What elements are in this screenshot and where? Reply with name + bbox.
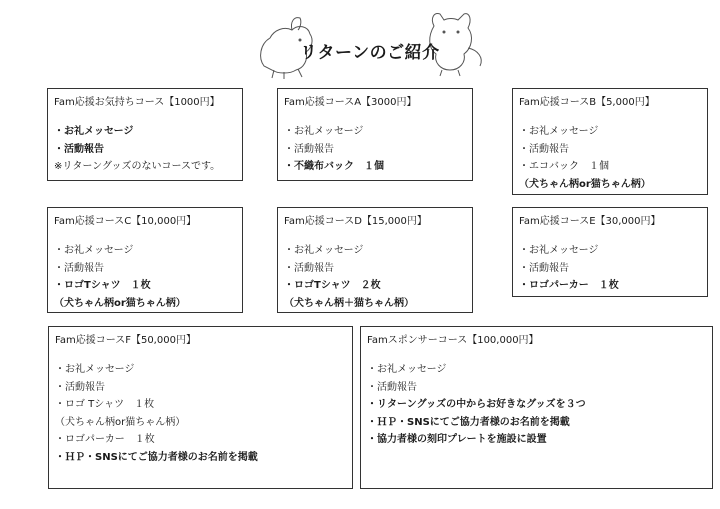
course-item: （犬ちゃん柄or猫ちゃん柄） bbox=[519, 178, 651, 190]
course-box-b bbox=[512, 88, 708, 195]
course-title: Fam応援コースC【10,000円】 bbox=[54, 216, 197, 227]
page-title: リターンのご紹介 bbox=[300, 43, 440, 63]
course-box-e bbox=[512, 207, 708, 297]
course-item: ・ロゴ Tシャツ １枚 bbox=[55, 399, 155, 410]
course-title: Fam応援コースF【50,000円】 bbox=[55, 335, 196, 346]
course-box-otamochi bbox=[47, 88, 243, 181]
course-item: ・不織布バック １個 bbox=[284, 161, 384, 172]
course-title: Fam応援コースD【15,000円】 bbox=[284, 216, 427, 227]
course-title: Fam応援お気持ちコース【1000円】 bbox=[54, 97, 220, 108]
course-item: ・活動報告 bbox=[55, 381, 105, 393]
course-item: ・活動報告 bbox=[284, 143, 334, 155]
course-box-c bbox=[47, 207, 243, 313]
course-item: ・お礼メッセージ bbox=[367, 364, 447, 375]
course-item: ・お礼メッセージ bbox=[519, 245, 599, 256]
course-item: ・ロゴパーカー １枚 bbox=[55, 434, 155, 445]
course-title: Fam応援コースB【5,000円】 bbox=[519, 97, 655, 108]
course-box-sponsor bbox=[360, 326, 713, 489]
course-item: ・活動報告 bbox=[284, 262, 334, 274]
course-item: ・ＨＰ・SNSにてご協力者様のお名前を掲載 bbox=[367, 416, 570, 428]
course-item: ・活動報告 bbox=[519, 262, 569, 274]
course-item: ・お礼メッセージ bbox=[54, 245, 134, 256]
course-item: ※リターングッズのないコースです。 bbox=[54, 161, 221, 172]
course-item: ・お礼メッセージ bbox=[284, 126, 364, 137]
course-title: Famスポンサーコース【100,000円】 bbox=[367, 335, 539, 346]
course-item: ・ロゴTシャツ １枚 bbox=[54, 280, 151, 291]
course-box-a bbox=[277, 88, 473, 181]
course-item: ・活動報告 bbox=[519, 143, 569, 155]
course-item: （犬ちゃん柄＋猫ちゃん柄） bbox=[284, 297, 414, 309]
course-item: ・協力者様の刻印プレートを施設に設置 bbox=[367, 434, 547, 445]
course-item: （犬ちゃん柄or猫ちゃん柄） bbox=[55, 416, 186, 428]
course-item: ・お礼メッセージ bbox=[54, 126, 134, 137]
course-item: ・お礼メッセージ bbox=[55, 364, 135, 375]
course-item: ・お礼メッセージ bbox=[284, 245, 364, 256]
course-title: Fam応援コースE【30,000円】 bbox=[519, 216, 661, 227]
course-title: Fam応援コースA【3000円】 bbox=[284, 97, 417, 108]
course-item: （犬ちゃん柄or猫ちゃん柄） bbox=[54, 297, 186, 309]
course-item: ・ＨＰ・SNSにてご協力者様のお名前を掲載 bbox=[55, 451, 258, 463]
course-item: ・ロゴTシャツ ２枚 bbox=[284, 280, 381, 291]
course-item: ・活動報告 bbox=[367, 381, 417, 393]
course-item: ・エコバック １個 bbox=[519, 161, 609, 172]
course-item: ・お礼メッセージ bbox=[519, 126, 599, 137]
course-item: ・リターングッズの中からお好きなグッズを３つ bbox=[367, 399, 586, 410]
course-box-d bbox=[277, 207, 473, 313]
course-item: ・活動報告 bbox=[54, 262, 104, 274]
course-item: ・活動報告 bbox=[54, 143, 104, 155]
course-box-f bbox=[48, 326, 353, 489]
course-item: ・ロゴパーカー １枚 bbox=[519, 280, 619, 291]
